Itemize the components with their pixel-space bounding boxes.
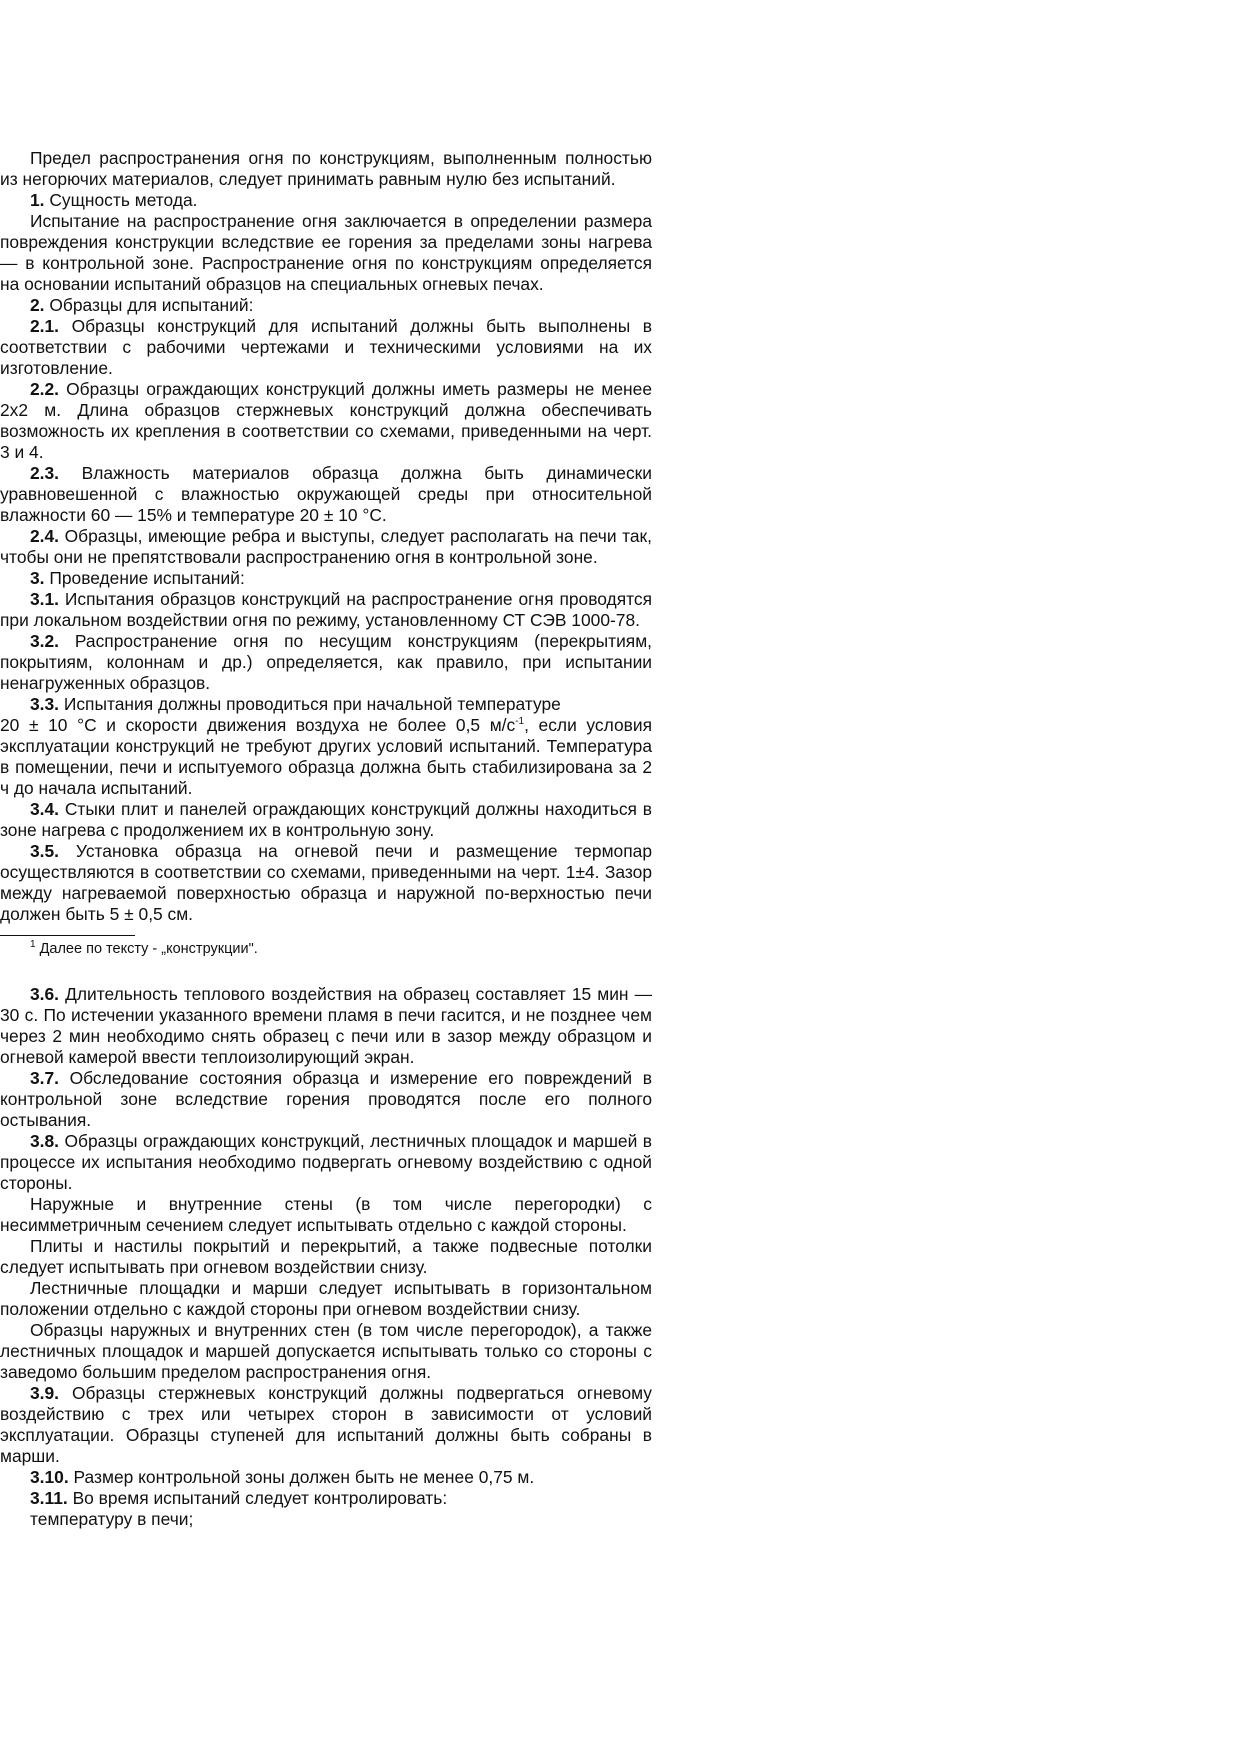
paragraph-s3-9	[0, 1383, 652, 1467]
clause-number: 3.2.	[30, 631, 60, 651]
clause-number: 3.9.	[30, 1383, 60, 1403]
paragraph-text: Сущность метода.	[44, 190, 198, 210]
clause-line-2a: 20 ± 10 °С и скорости движения воздуха не более 0,5 м/с	[0, 715, 516, 735]
clause-number: 2.2.	[30, 379, 60, 399]
paragraph-samples	[0, 1320, 652, 1383]
paragraph-text: температуру в печи;	[30, 1509, 194, 1529]
paragraph-text: Размер контрольной зоны должен быть не менее 0,75 м.	[68, 1467, 535, 1487]
clause-number: 3.3.	[30, 694, 60, 714]
paragraph-s3-6	[0, 984, 652, 1068]
footnote-rule	[0, 935, 135, 936]
paragraph-text: Проведение испытаний:	[44, 568, 245, 588]
paragraph-slabs	[0, 1236, 652, 1278]
paragraph-walls	[0, 1194, 652, 1236]
paragraph-3-3	[0, 694, 652, 799]
paragraph-s3-7	[0, 1068, 652, 1131]
clause-number: 2.	[30, 295, 45, 315]
paragraph-text: Лестничные площадки и марши следует испытывать в горизонтальном положении отдельно с каждой стороны при огневом воздействии снизу.	[0, 1278, 652, 1319]
paragraph-s2-4	[0, 526, 652, 568]
clause-number: 3.6.	[30, 984, 60, 1004]
paragraph-temp	[0, 1509, 652, 1530]
footnote	[0, 940, 652, 958]
paragraph-s3-2	[0, 631, 652, 694]
paragraph-s2-1	[0, 316, 652, 379]
paragraph-s3-8	[0, 1131, 652, 1194]
paragraph-text: Стыки плит и панелей ограждающих конструкций должны находиться в зоне нагрева с продолжением их в контрольную зону.	[0, 799, 652, 840]
paragraph-text: Испытание на распространение огня заключается в определении размера повреждения конструкции вследствие ее горения за пределами зоны нагрева — в контрольной зоне. Распространение огня по конструкциям определяется на основании испытаний образцов на специальных огневых печах.	[0, 211, 652, 294]
clause-number: 3.11.	[30, 1488, 68, 1508]
superscript: -1	[515, 716, 525, 728]
paragraph-text: Во время испытаний следует контролировать:	[67, 1488, 448, 1508]
paragraph-text: Обследование состояния образца и измерение его повреждений в контрольной зоне вследствие горения проводятся после его полного остывания.	[0, 1068, 652, 1130]
paragraph-text: Образцы ограждающих конструкций, лестничных площадок и маршей в процессе их испытания необходимо подвергать огневому воздействию с одной стороны.	[0, 1131, 652, 1193]
paragraph-text: Влажность материалов образца должна быть динамически уравновешенной с влажностью окружающей среды при относительной влажности 60 — 15% и температуре 20 ± 10 °С.	[0, 463, 652, 525]
paragraph-intro	[0, 148, 652, 190]
paragraph-text: Образцы стержневых конструкций должны подвергаться огневому воздействию с трех или четырех сторон в зависимости от условий эксплуатации. Образцы ступеней для испытаний должны быть собраны в марши.	[0, 1383, 652, 1466]
paragraph-s1-body	[0, 211, 652, 295]
paragraph-stairs	[0, 1278, 652, 1320]
clause-number: 3.5.	[30, 841, 60, 861]
text-group-3	[0, 984, 652, 1530]
clause-number: 1.	[30, 190, 45, 210]
clause-number: 2.3.	[30, 463, 60, 483]
clause-number: 2.4.	[30, 526, 60, 546]
footnote-text: Далее по тексту - „конструкции".	[35, 941, 258, 957]
paragraph-text: Установка образца на огневой печи и размещение термопар осуществляются в соответствии со схемами, приведенными на черт. 1±4. Зазор между нагреваемой поверхностью образца и наружной по-верхностью печи должен быть 5 ± 0,5 см.	[0, 841, 652, 924]
footnote-mark: 1	[30, 939, 36, 951]
paragraph-s1	[0, 190, 652, 211]
paragraph-s3-4	[0, 799, 652, 841]
paragraph-text: Образцы наружных и внутренних стен (в том числе перегородок), а также лестничных площадок и маршей допускается испытывать только со стороны с заведомо большим пределом распространения огня.	[0, 1320, 652, 1382]
text-group-1	[0, 148, 652, 694]
clause-number: 3.1.	[30, 589, 60, 609]
document-page	[0, 148, 652, 1530]
paragraph-s3-5	[0, 841, 652, 925]
paragraph-s3	[0, 568, 652, 589]
paragraph-text: Наружные и внутренние стены (в том числе перегородки) с несимметричным сечением следует испытывать отдельно с каждой стороны.	[0, 1194, 652, 1235]
paragraph-text: Образцы, имеющие ребра и выступы, следует располагать на печи так, чтобы они не препятствовали распространению огня в контрольной зоне.	[0, 526, 652, 567]
paragraph-text: Образцы конструкций для испытаний должны быть выполнены в соответствии с рабочими чертежами и техническими условиями на их изготовление.	[0, 316, 652, 378]
paragraph-s3-11	[0, 1488, 652, 1509]
paragraph-s2	[0, 295, 652, 316]
paragraph-text: Образцы ограждающих конструкций должны иметь размеры не менее 2x2 м. Длина образцов стержневых конструкций должна обеспечивать возможность их крепления в соответствии со схемами, приведенными на черт. 3 и 4.	[0, 379, 652, 462]
clause-number: 2.1.	[30, 316, 60, 336]
text-group-2	[0, 799, 652, 925]
clause-line-1: Испытания должны проводиться при начальной температуре	[59, 694, 561, 714]
clause-number: 3.	[30, 568, 45, 588]
paragraph-s3-10	[0, 1467, 652, 1488]
clause-line-2b: , если условия эксплуатации конструкций не требуют других условий испытаний. Температура в помещении, печи и испытуемого образца должна быть стабилизирована за 2 ч до начала испытаний.	[0, 715, 652, 798]
clause-number: 3.8.	[30, 1131, 60, 1151]
paragraph-text: Длительность теплового воздействия на образец составляет 15 мин — 30 с. По истечении указанного времени пламя в печи гасится, и не позднее чем через 2 мин необходимо снять образец с печи или в зазор между образцом и огневой камерой ввести теплоизолирующий экран.	[0, 984, 652, 1067]
paragraph-text: Плиты и настилы покрытий и перекрытий, а также подвесные потолки следует испытывать при огневом воздействии снизу.	[0, 1236, 652, 1277]
paragraph-text: Распространение огня по несущим конструкциям (перекрытиям, покрытиям, колоннам и др.) определяется, как правило, при испытании ненагруженных образцов.	[0, 631, 652, 693]
paragraph-s2-2	[0, 379, 652, 463]
clause-number: 3.10.	[30, 1467, 69, 1487]
paragraph-text: Образцы для испытаний:	[44, 295, 254, 315]
clause-number: 3.7.	[30, 1068, 60, 1088]
paragraph-text: Предел распространения огня по конструкциям, выполненным полностью из негорючих материалов, следует принимать равным нулю без испытаний.	[0, 148, 652, 189]
paragraph-s2-3	[0, 463, 652, 526]
clause-number: 3.4.	[30, 799, 60, 819]
paragraph-s3-1	[0, 589, 652, 631]
paragraph-text: Испытания образцов конструкций на распространение огня проводятся при локальном воздействии огня по режиму, установленному СТ СЭВ 1000-78.	[0, 589, 652, 630]
